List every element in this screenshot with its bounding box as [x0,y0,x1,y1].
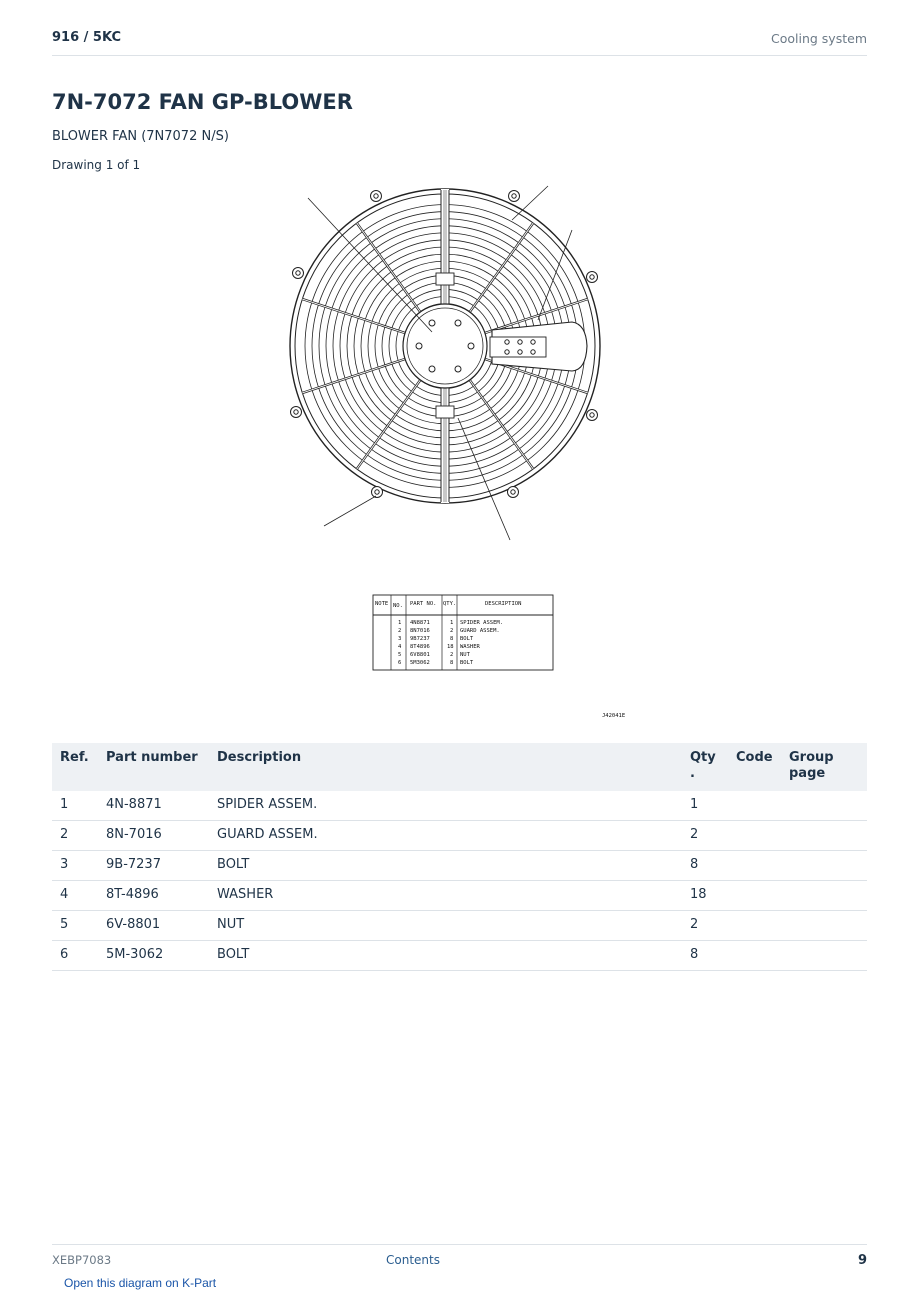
inset-row-2-no: 2 [398,628,402,634]
cell-qty: 2 [682,911,728,941]
cell-part-number: 5M-3062 [98,941,209,971]
inset-row-6-qty: 8 [450,660,454,666]
col-part-number: Part number [98,743,209,791]
cell-part-number: 8T-4896 [98,881,209,911]
inset-row-4-desc: WASHER [460,644,480,650]
contents-link[interactable]: Contents [386,1253,440,1267]
col-code: Code [728,743,781,791]
cell-code [728,941,781,971]
col-qty: Qty . [682,743,728,791]
cell-part-number: 8N-7016 [98,821,209,851]
inset-row-4-no: 4 [398,644,402,650]
section-label: Cooling system [771,31,867,46]
parts-table-header [52,743,867,791]
cell-qty: 8 [682,851,728,881]
inset-row-1-part: 4N8871 [410,620,430,626]
cell-ref: 6 [52,941,98,971]
inset-row-1-qty: 1 [450,620,454,626]
inset-row-2-part: 8N7016 [410,628,430,634]
cell-qty: 8 [682,941,728,971]
inset-row-5-desc: NUT [460,652,470,658]
inset-row-2-qty: 2 [450,628,454,634]
cell-ref: 1 [52,791,98,821]
inset-header-part: PART NO. [410,601,437,607]
inset-row-3-no: 3 [398,636,402,642]
inset-row-5-no: 5 [398,652,402,658]
cell-qty: 2 [682,821,728,851]
inset-parts-table [373,595,553,670]
cell-description: BOLT [209,941,682,971]
cell-group-page [781,791,867,821]
inset-row-3-qty: 8 [450,636,454,642]
inset-row-2-desc: GUARD ASSEM. [460,628,500,634]
cell-ref: 2 [52,821,98,851]
cell-description: WASHER [209,881,682,911]
inset-row-6-part: 5M3062 [410,660,430,666]
table-row [52,821,867,851]
cell-part-number: 6V-8801 [98,911,209,941]
cell-code [728,911,781,941]
cell-description: BOLT [209,851,682,881]
drawing-code: J42041E [602,713,626,719]
table-row [52,941,867,971]
table-row [52,791,867,821]
cell-description: NUT [209,911,682,941]
cell-description: GUARD ASSEM. [209,821,682,851]
fan-guard-drawing [290,186,600,540]
inset-row-1-desc: SPIDER ASSEM. [460,620,504,626]
table-row [52,851,867,881]
cell-ref: 3 [52,851,98,881]
model-label: 916 / 5KC [52,30,122,45]
inset-header-no: NO. [393,603,403,609]
inset-header-note: NOTE [375,601,389,607]
inset-row-6-desc: BOLT [460,660,474,666]
cell-qty: 18 [682,881,728,911]
page-subtitle: BLOWER FAN (7N7072 N/S) [52,129,229,144]
cell-code [728,791,781,821]
inset-row-4-qty: 18 [447,644,454,650]
page-header [52,28,867,56]
inset-row-6-no: 6 [398,660,402,666]
cell-group-page [781,911,867,941]
cell-qty: 1 [682,791,728,821]
inset-row-3-part: 9B7237 [410,636,430,642]
cell-group-page [781,851,867,881]
inset-row-4-part: 8T4896 [410,644,430,650]
inset-row-5-part: 6V8801 [410,652,430,658]
cell-code [728,851,781,881]
table-row [52,911,867,941]
open-diagram-link[interactable]: Open this diagram on K-Part [64,1276,217,1290]
cell-group-page [781,941,867,971]
page-number: 9 [857,1253,867,1268]
cell-group-page [781,881,867,911]
inset-row-1-no: 1 [398,620,402,626]
footer-doc-id: XEBP7083 [52,1253,112,1267]
inset-header-desc: DESCRIPTION [485,601,522,607]
cell-group-page [781,821,867,851]
cell-code [728,821,781,851]
drawing-count: Drawing 1 of 1 [52,158,141,172]
col-description: Description [209,743,682,791]
cell-description: SPIDER ASSEM. [209,791,682,821]
cell-part-number: 4N-8871 [98,791,209,821]
page-title: 7N-7072 FAN GP-BLOWER [52,90,353,114]
cell-code [728,881,781,911]
parts-table [52,743,867,971]
inset-header-qty: QTY. [443,601,457,607]
inset-row-5-qty: 2 [450,652,454,658]
cell-part-number: 9B-7237 [98,851,209,881]
fan-diagram [280,180,660,725]
cell-ref: 4 [52,881,98,911]
cell-ref: 5 [52,911,98,941]
table-row [52,881,867,911]
inset-row-3-desc: BOLT [460,636,474,642]
footer-divider [52,1244,867,1245]
col-ref: Ref. [52,743,98,791]
col-group-page: Group page [781,743,867,791]
